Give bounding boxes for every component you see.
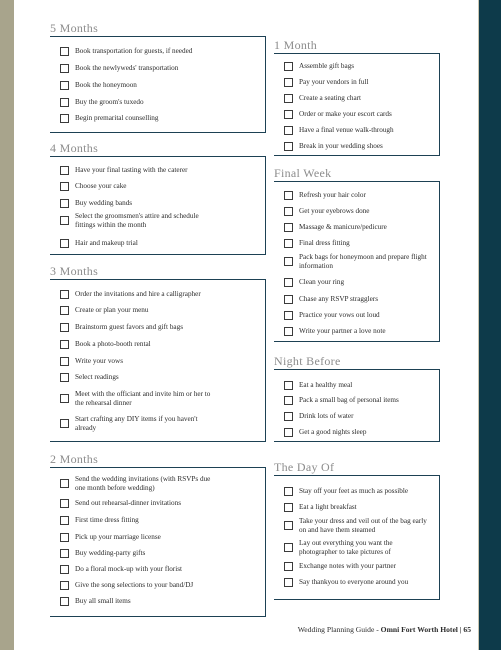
checkbox[interactable]	[60, 373, 69, 382]
item-label: Drink lots of water	[299, 412, 354, 421]
checklist-item	[60, 290, 258, 299]
checklist-item	[60, 47, 258, 56]
left-color-strip	[0, 0, 14, 650]
item-label: Book a photo-booth rental	[75, 340, 151, 349]
checklist-item	[60, 182, 258, 191]
checkbox[interactable]	[60, 64, 69, 73]
item-label: Create a seating chart	[299, 94, 362, 103]
checkbox[interactable]	[284, 126, 293, 135]
checkbox[interactable]	[60, 419, 69, 428]
checklist-item	[284, 539, 432, 556]
section-title: 5 Months	[50, 21, 99, 35]
section-title: 2 Months	[50, 452, 99, 466]
item-label: Choose your cake	[75, 182, 127, 191]
item-label: Do a floral mock-up with your florist	[75, 565, 182, 574]
checklist-item	[284, 562, 432, 571]
section-title: The Day Of	[274, 460, 335, 474]
checkbox[interactable]	[284, 295, 293, 304]
checkbox[interactable]	[284, 94, 293, 103]
checklist-item	[284, 126, 432, 135]
checklist-item	[284, 110, 432, 119]
item-label: Buy the groom's tuxedo	[75, 98, 144, 107]
checkbox[interactable]	[284, 578, 293, 587]
checkbox[interactable]	[284, 396, 293, 405]
checkbox[interactable]	[60, 239, 69, 248]
item-label: Give the song selections to your band/DJ	[75, 581, 194, 590]
checkbox[interactable]	[284, 311, 293, 320]
checklist-item	[60, 357, 258, 366]
item-label: Hair and makeup trial	[75, 239, 138, 248]
item-label: Exchange notes with your partner	[299, 562, 396, 571]
item-label: Write your partner a love note	[299, 327, 386, 336]
checkbox[interactable]	[60, 394, 69, 403]
item-label: Chase any RSVP stragglers	[299, 295, 378, 304]
checkbox[interactable]	[60, 199, 69, 208]
checkbox[interactable]	[284, 521, 293, 530]
item-label: Eat a light breakfast	[299, 503, 357, 512]
footer-separator: |	[457, 625, 464, 634]
item-label: Pay your vendors in full	[299, 78, 369, 87]
checklist-item	[60, 373, 258, 382]
checkbox[interactable]	[284, 142, 293, 151]
checkbox[interactable]	[284, 239, 293, 248]
checkbox[interactable]	[60, 182, 69, 191]
checkbox[interactable]	[284, 278, 293, 287]
checkbox[interactable]	[284, 191, 293, 200]
item-label: Buy all small items	[75, 597, 131, 606]
checklist-item	[60, 499, 258, 508]
checkbox[interactable]	[60, 323, 69, 332]
item-label: Break in your wedding shoes	[299, 142, 383, 151]
item-label: Book the newlyweds' transportation	[75, 64, 179, 73]
checkbox[interactable]	[284, 381, 293, 390]
checkbox[interactable]	[60, 499, 69, 508]
section-4-months	[50, 141, 266, 255]
checklist-item	[284, 78, 432, 87]
item-label: Brainstorm guest favors and gift bags	[75, 323, 183, 332]
checklist-item	[284, 503, 432, 512]
checkbox[interactable]	[284, 78, 293, 87]
checkbox[interactable]	[284, 503, 293, 512]
checkbox[interactable]	[60, 581, 69, 590]
item-label: Send the wedding invitations (with RSVPs due one month before wedding)	[75, 475, 211, 492]
item-label: Select readings	[75, 373, 119, 382]
item-label: Begin premarital counselling	[75, 114, 159, 123]
section-title: 3 Months	[50, 264, 99, 278]
checklist-item	[284, 381, 432, 390]
checklist-item	[60, 516, 258, 525]
checkbox[interactable]	[60, 533, 69, 542]
item-label: Assemble gift bags	[299, 62, 355, 71]
checklist-item	[60, 64, 258, 73]
item-label: Create or plan your menu	[75, 306, 149, 315]
checklist-item	[60, 533, 258, 542]
page-footer	[298, 625, 471, 634]
section-3-months	[50, 264, 266, 442]
checklist-item	[284, 311, 432, 320]
section-1-month	[274, 38, 440, 156]
checkbox[interactable]	[284, 257, 293, 266]
checklist-item	[60, 597, 258, 606]
checkbox[interactable]	[60, 516, 69, 525]
section-5-months	[50, 21, 266, 133]
item-label: Book transportation for guests, if needed	[75, 47, 193, 56]
checklist-item	[284, 412, 432, 421]
section-title: Final Week	[274, 166, 332, 180]
checklist-item	[284, 396, 432, 405]
item-label: Order or make your escort cards	[299, 110, 392, 119]
checklist-item	[284, 223, 432, 232]
item-label: Buy wedding-party gifts	[75, 549, 146, 558]
section-title: 4 Months	[50, 141, 99, 155]
checklist-item	[284, 191, 432, 200]
checkbox[interactable]	[284, 223, 293, 232]
checkbox[interactable]	[284, 110, 293, 119]
item-label: Pack bags for honeymoon and prepare flight information	[299, 253, 427, 270]
checkbox[interactable]	[60, 98, 69, 107]
item-label: First time dress fitting	[75, 516, 139, 525]
section-2-months	[50, 452, 266, 617]
checklist-item	[60, 549, 258, 558]
checklist-item	[60, 98, 258, 107]
checkbox[interactable]	[60, 306, 69, 315]
checklist-item	[284, 278, 432, 287]
checklist-item	[284, 487, 432, 496]
checkbox[interactable]	[284, 412, 293, 421]
footer-hotel-name: Omni Fort Worth Hotel	[380, 625, 458, 634]
item-label: Buy wedding bands	[75, 199, 133, 208]
section-final-week	[274, 166, 440, 342]
item-label: Say thankyou to everyone around you	[299, 578, 409, 587]
item-label: Pick up your marriage license	[75, 533, 161, 542]
checklist-item	[60, 475, 258, 492]
checkbox[interactable]	[60, 549, 69, 558]
checklist-item	[284, 94, 432, 103]
checkbox[interactable]	[60, 216, 69, 225]
checkbox[interactable]	[60, 166, 69, 175]
checklist-item	[284, 253, 432, 270]
checklist-item	[284, 142, 432, 151]
item-label: Meet with the officiant and invite him or her to the rehearsal dinner	[75, 390, 211, 407]
section-night-before	[274, 354, 440, 442]
checkbox[interactable]	[60, 290, 69, 299]
section-the-day-of	[274, 460, 440, 600]
checkbox[interactable]	[284, 487, 293, 496]
checkbox[interactable]	[284, 543, 293, 552]
checklist-item	[284, 428, 432, 437]
item-label: Get your eyebrows done	[299, 207, 370, 216]
checklist-item	[284, 578, 432, 587]
checklist-item	[60, 199, 258, 208]
page-number: 65	[463, 625, 471, 634]
checklist-item	[60, 212, 258, 229]
section-title: Night Before	[274, 354, 341, 368]
checklist-item	[60, 81, 258, 90]
footer-guide-title: Wedding Planning Guide -	[297, 625, 381, 634]
checkbox[interactable]	[60, 340, 69, 349]
item-label: Refresh your hair color	[299, 191, 366, 200]
checkbox[interactable]	[284, 207, 293, 216]
item-label: Start crafting any DIY items if you haven't already	[75, 415, 198, 432]
checkbox[interactable]	[60, 357, 69, 366]
checkbox[interactable]	[60, 597, 69, 606]
item-label: Send out rehearsal-dinner invitations	[75, 499, 181, 508]
item-label: Write your vows	[75, 357, 124, 366]
item-label: Final dress fitting	[299, 239, 350, 248]
checkbox[interactable]	[284, 62, 293, 71]
checklist-item	[60, 166, 258, 175]
item-label: Eat a healthy meal	[299, 381, 353, 390]
item-label: Clean your ring	[299, 278, 345, 287]
checklist-item	[60, 581, 258, 590]
item-label: Order the invitations and hire a calligrapher	[75, 290, 201, 299]
item-label: Lay out everything you want the photographer to take pictures of	[299, 539, 393, 556]
item-label: Have your final tasting with the caterer	[75, 166, 188, 175]
checklist-item	[60, 390, 258, 407]
item-label: Have a final venue walk-through	[299, 126, 394, 135]
checkbox[interactable]	[284, 327, 293, 336]
checkbox[interactable]	[284, 562, 293, 571]
checklist-item	[60, 340, 258, 349]
checklist-item	[60, 415, 258, 432]
item-label: Practice your vows out loud	[299, 311, 380, 320]
checklist-item	[60, 114, 258, 123]
checklist-item	[60, 565, 258, 574]
item-label: Book the honeymoon	[75, 81, 137, 90]
checklist-item	[284, 62, 432, 71]
checklist-item	[284, 207, 432, 216]
checklist-item	[284, 327, 432, 336]
right-color-strip	[479, 0, 501, 650]
checklist-item	[284, 239, 432, 248]
checklist-item	[60, 239, 258, 248]
checklist-item	[284, 517, 432, 534]
section-title: 1 Month	[274, 38, 318, 52]
checkbox[interactable]	[60, 47, 69, 56]
checklist-item	[60, 323, 258, 332]
checkbox[interactable]	[60, 479, 69, 488]
checklist-item	[284, 295, 432, 304]
item-label: Get a good nights sleep	[299, 428, 367, 437]
item-label: Select the groomsmen's attire and schedule fittings within the month	[75, 212, 199, 229]
item-label: Pack a small bag of personal items	[299, 396, 399, 405]
checkbox[interactable]	[60, 81, 69, 90]
checklist-item	[60, 306, 258, 315]
item-label: Stay off your feet as much as possible	[299, 487, 409, 496]
item-label: Massage & manicure/pedicure	[299, 223, 387, 232]
checkbox[interactable]	[60, 114, 69, 123]
item-label: Take your dress and veil out of the bag early on and have them steamed	[299, 517, 427, 534]
checkbox[interactable]	[284, 428, 293, 437]
checkbox[interactable]	[60, 565, 69, 574]
